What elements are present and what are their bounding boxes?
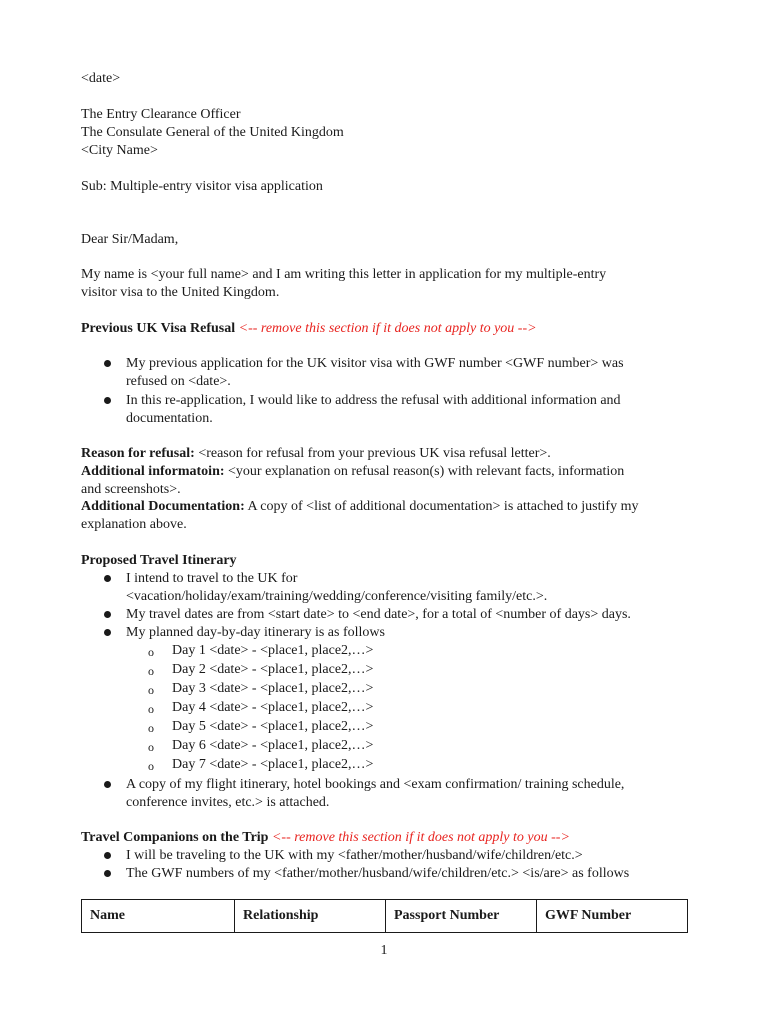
itinerary-heading-line (81, 552, 237, 570)
adddoc-text: A copy of <list of additional documentation> is attached to justify my (244, 499, 639, 514)
refusal-remove-note: <-- remove this section if it does not apply to you --> (238, 321, 537, 336)
table-header-relationship: Relationship (235, 900, 386, 933)
recipient-line-1: The Entry Clearance Officer (81, 107, 241, 122)
addinfo-text: <your explanation on refusal reason(s) with relevant facts, information (224, 464, 625, 479)
intro-line-1: My name is <your full name> and I am writing this letter in application for my multiple-entry (81, 267, 607, 282)
refusal-bullet-2-line-2: documentation. (126, 411, 213, 426)
sub-bullet-icon: o (148, 664, 154, 678)
itinerary-heading: Proposed Travel Itinerary (81, 553, 237, 568)
sub-bullet-icon: o (148, 759, 154, 773)
itinerary-bullet-2: My travel dates are from <start date> to <end date>, for a total of <number of days> days. (126, 607, 631, 622)
adddoc-label: Additional Documentation: (81, 499, 245, 514)
sub-bullet-icon: o (148, 683, 154, 697)
bullet-icon (104, 781, 111, 788)
adddoc-line-2: explanation above. (81, 517, 187, 532)
itinerary-day-5: Day 5 <date> - <place1, place2,…> (172, 719, 374, 734)
table-header-gwf: GWF Number (537, 900, 688, 933)
page-number: 1 (380, 943, 388, 958)
sub-bullet-icon: o (148, 645, 154, 659)
recipient-line-3: <City Name> (81, 143, 158, 158)
companions-heading: Travel Companions on the Trip (81, 830, 269, 845)
bullet-icon (104, 852, 111, 859)
companions-bullet-1: I will be traveling to the UK with my <father/mother/husband/wife/children/etc.> (126, 848, 583, 863)
table-header-row (82, 900, 688, 933)
itinerary-day-3: Day 3 <date> - <place1, place2,…> (172, 681, 374, 696)
salutation: Dear Sir/Madam, (81, 232, 179, 247)
table-header-passport: Passport Number (386, 900, 537, 933)
reason-text: <reason for refusal from your previous UK visa refusal letter>. (194, 446, 551, 461)
itinerary-day-7: Day 7 <date> - <place1, place2,…> (172, 757, 374, 772)
itinerary-bullet-1-line-1: I intend to travel to the UK for (126, 571, 298, 586)
refusal-heading: Previous UK Visa Refusal (81, 321, 236, 336)
table-header-name: Name (82, 900, 235, 933)
subject-line: Sub: Multiple-entry visitor visa application (81, 179, 323, 194)
companions-remove-note: <-- remove this section if it does not apply to you --> (271, 830, 570, 845)
sub-bullet-icon: o (148, 702, 154, 716)
itinerary-bullet-4-line-2: conference invites, etc.> is attached. (126, 795, 330, 810)
bullet-icon (104, 629, 111, 636)
bullet-icon (104, 575, 111, 582)
reason-line (81, 445, 551, 463)
reason-label: Reason for refusal: (81, 446, 195, 461)
itinerary-day-2: Day 2 <date> - <place1, place2,…> (172, 662, 374, 677)
bullet-icon (104, 360, 111, 367)
bullet-icon (104, 397, 111, 404)
addinfo-line (81, 463, 624, 481)
refusal-bullet-1-line-2: refused on <date>. (126, 374, 231, 389)
addinfo-line-2: and screenshots>. (81, 482, 181, 497)
itinerary-day-1: Day 1 <date> - <place1, place2,…> (172, 643, 374, 658)
recipient-line-2: The Consulate General of the United Kingdom (81, 125, 344, 140)
itinerary-day-6: Day 6 <date> - <place1, place2,…> (172, 738, 374, 753)
bullet-icon (104, 870, 111, 877)
companions-bullet-2: The GWF numbers of my <father/mother/husband/wife/children/etc.> <is/are> as follows (126, 866, 630, 881)
companions-table (81, 899, 688, 933)
sub-bullet-icon: o (148, 740, 154, 754)
itinerary-bullet-1-line-2: <vacation/holiday/exam/training/wedding/conference/visiting family/etc.>. (126, 589, 548, 604)
refusal-heading-line (81, 320, 537, 338)
addinfo-label: Additional informatoin: (81, 464, 225, 479)
itinerary-day-4: Day 4 <date> - <place1, place2,…> (172, 700, 374, 715)
refusal-bullet-1-line-1: My previous application for the UK visitor visa with GWF number <GWF number> was (126, 356, 624, 371)
intro-line-2: visitor visa to the United Kingdom. (81, 285, 280, 300)
bullet-icon (104, 611, 111, 618)
sub-bullet-icon: o (148, 721, 154, 735)
companions-heading-line (81, 829, 570, 847)
letter-date: <date> (81, 71, 121, 86)
itinerary-bullet-4-line-1: A copy of my flight itinerary, hotel bookings and <exam confirmation/ training schedule, (126, 777, 625, 792)
refusal-bullet-2-line-1: In this re-application, I would like to address the refusal with additional information and (126, 393, 621, 408)
itinerary-bullet-3: My planned day-by-day itinerary is as follows (126, 625, 385, 640)
adddoc-line (81, 498, 638, 516)
